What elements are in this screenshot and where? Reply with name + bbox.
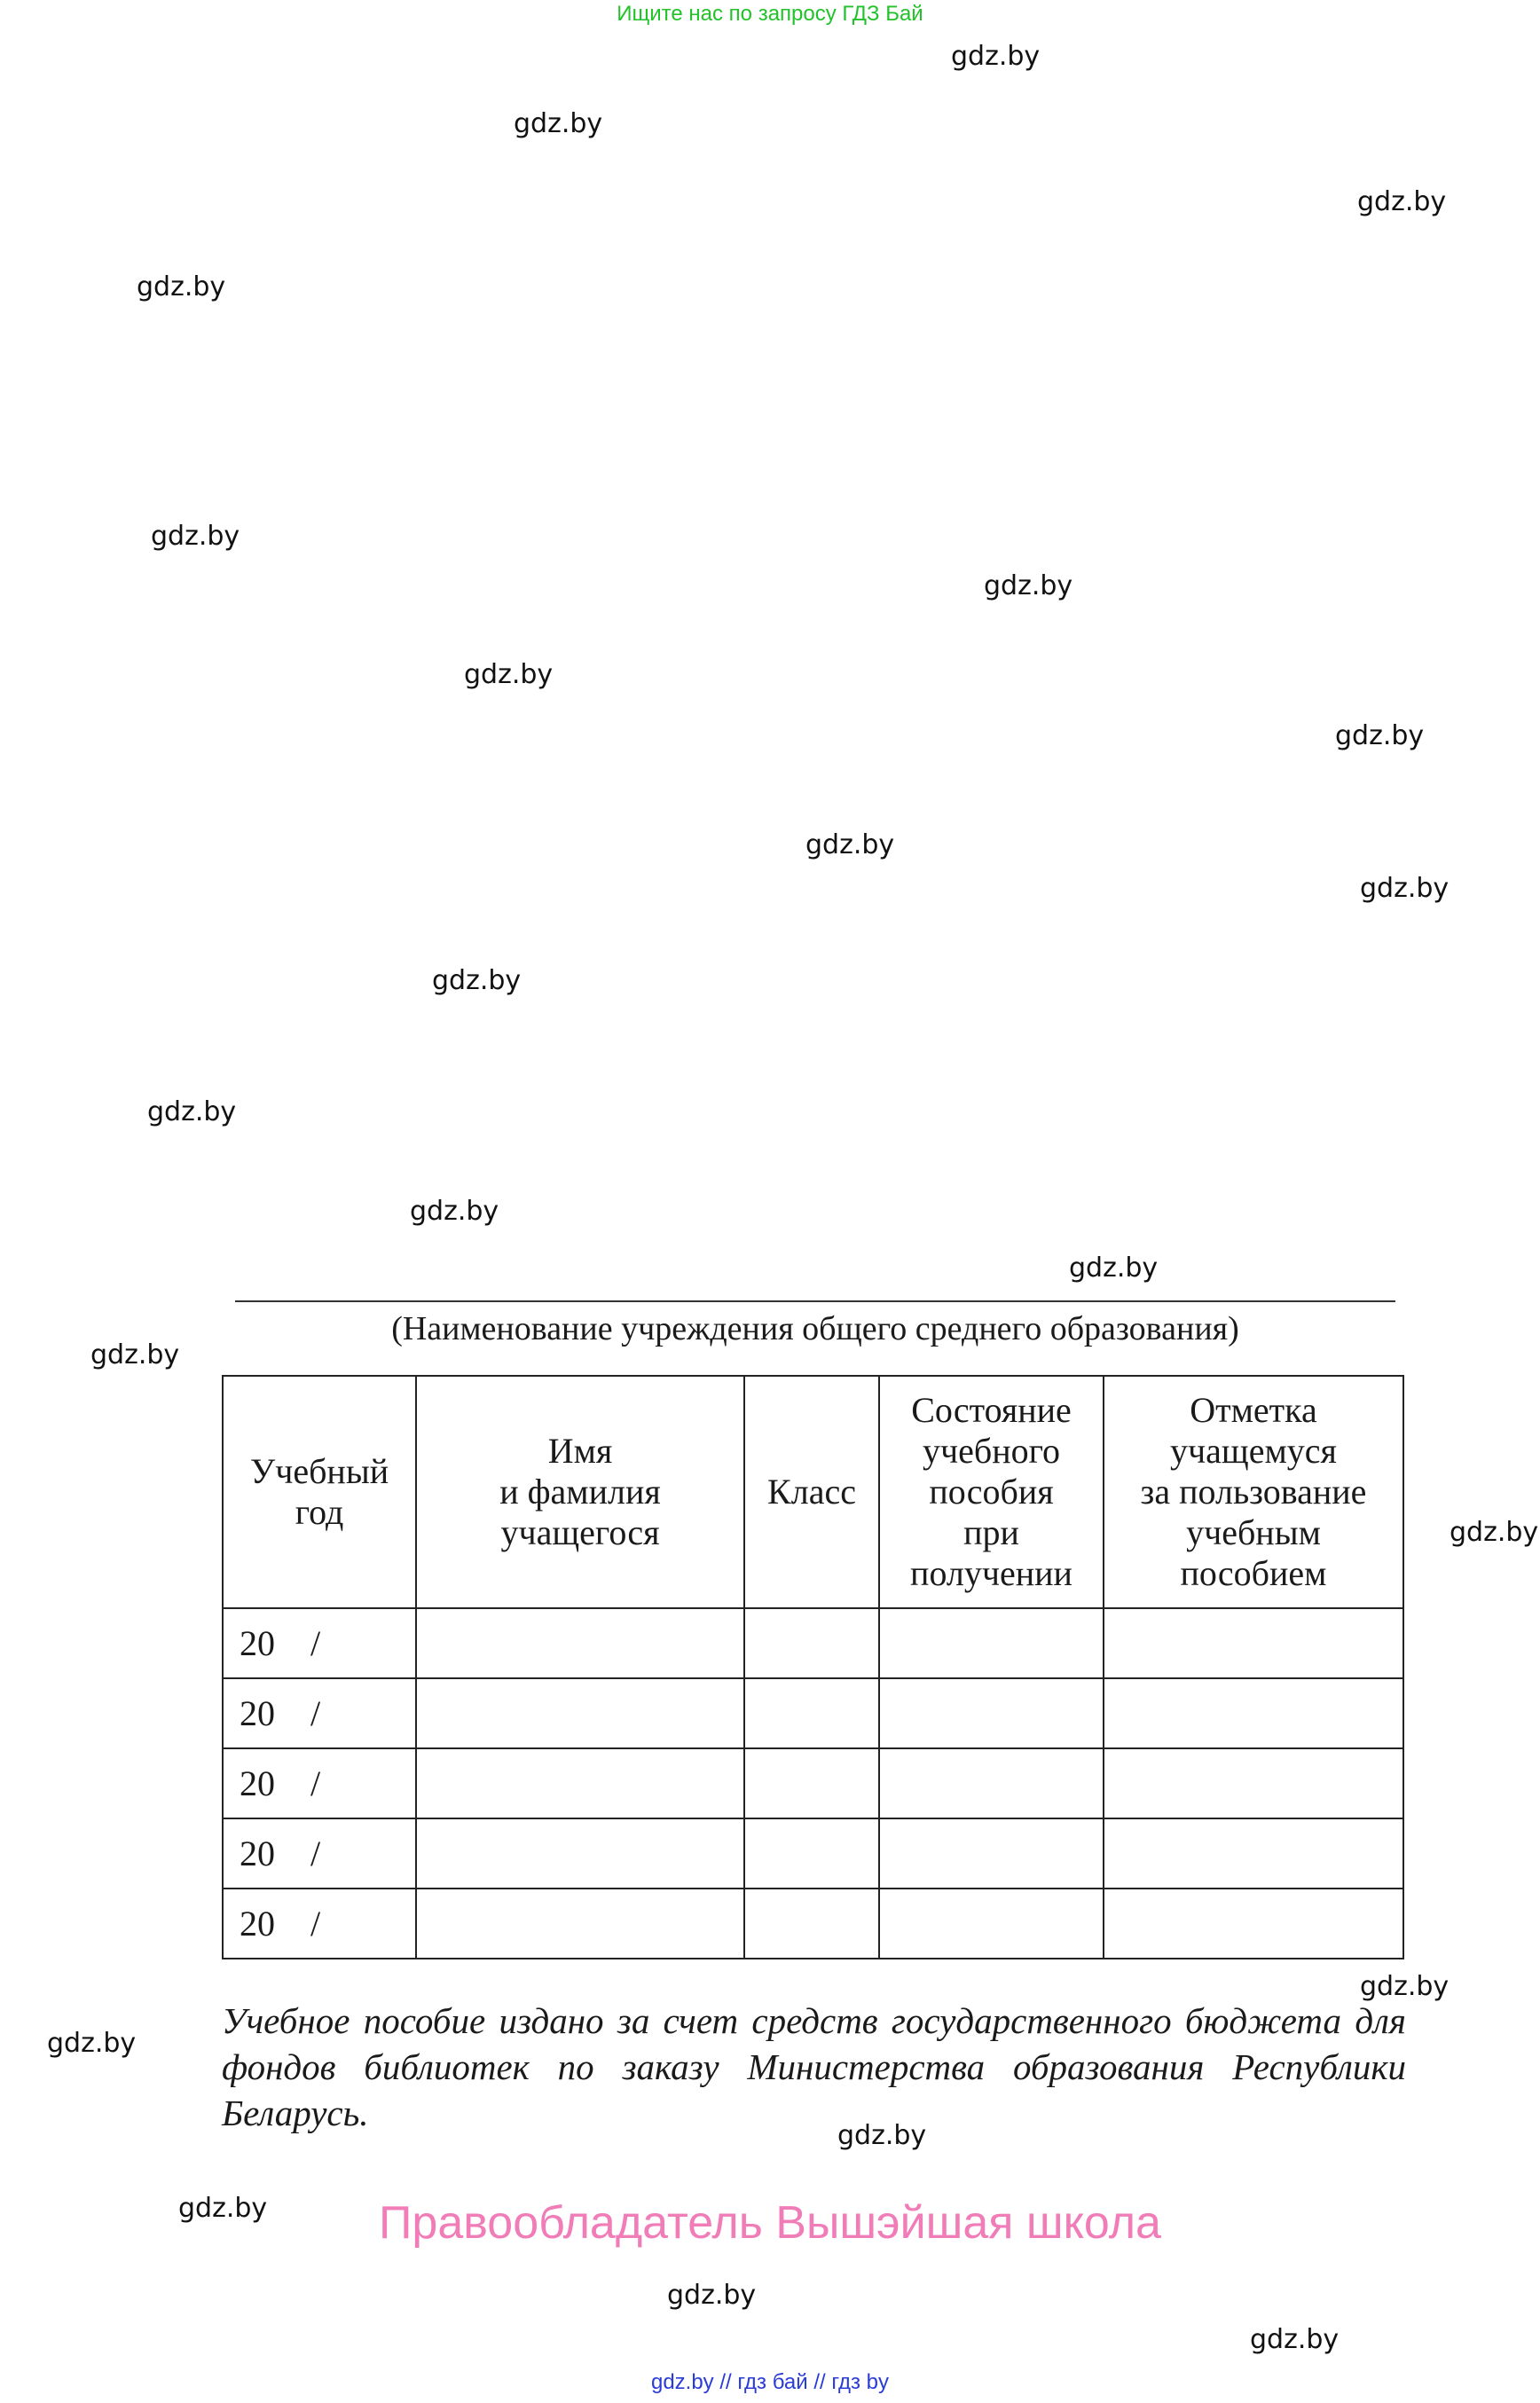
- watermark: gdz.by: [514, 108, 603, 139]
- watermark: gdz.by: [1360, 1971, 1450, 2002]
- table-cell: [416, 1608, 744, 1678]
- watermark: gdz.by: [137, 271, 226, 302]
- watermark: gdz.by: [1069, 1253, 1159, 1284]
- watermark: gdz.by: [147, 1096, 237, 1127]
- watermark: gdz.by: [90, 1339, 180, 1370]
- header-mark: Отметка учащемуся за пользование учебным пособием: [1104, 1376, 1403, 1608]
- watermark: gdz.by: [667, 2280, 757, 2311]
- table-cell: [744, 1608, 879, 1678]
- publication-note: Учебное пособие издано за счет средств государственного бюджета для фондов библиотек по заказу Министерства образования Республики Беларусь.: [222, 2000, 1406, 2133]
- table-cell: [879, 1608, 1104, 1678]
- watermark: gdz.by: [178, 2193, 268, 2224]
- table-row: [223, 1889, 1403, 1959]
- table-cell: [1104, 1608, 1403, 1678]
- year-cell: 20 /: [223, 1678, 416, 1748]
- watermark: gdz.by: [464, 659, 554, 690]
- header-class: Класс: [744, 1376, 879, 1608]
- watermark: gdz.by: [951, 41, 1041, 72]
- header-year: Учебный год: [223, 1376, 416, 1608]
- year-cell: 20 /: [223, 1889, 416, 1959]
- table-cell: [744, 1678, 879, 1748]
- table-cell: [744, 1889, 879, 1959]
- watermark: gdz.by: [1450, 1517, 1539, 1548]
- watermark: gdz.by: [47, 2028, 137, 2059]
- table-cell: [416, 1678, 744, 1748]
- watermark: gdz.by: [151, 521, 240, 552]
- table-cell: [416, 1889, 744, 1959]
- institution-caption: (Наименование учреждения общего среднего образования): [391, 1310, 1239, 1347]
- table-row: [223, 1608, 1403, 1678]
- table-cell: [879, 1889, 1104, 1959]
- table-cell: [879, 1748, 1104, 1818]
- textbook-usage-table: [222, 1375, 1404, 1959]
- watermark: gdz.by: [1335, 720, 1425, 751]
- table-row: [223, 1748, 1403, 1818]
- year-cell: 20 /: [223, 1818, 416, 1889]
- table-cell: [1104, 1889, 1403, 1959]
- watermark: gdz.by: [1250, 2324, 1340, 2355]
- table-cell: [879, 1678, 1104, 1748]
- year-cell: 20 /: [223, 1608, 416, 1678]
- table-cell: [1104, 1678, 1403, 1748]
- watermark: gdz.by: [837, 2120, 927, 2151]
- header-student-name: Имя и фамилия учащегося: [416, 1376, 744, 1608]
- watermark: gdz.by: [432, 965, 522, 996]
- watermark: gdz.by: [410, 1196, 499, 1227]
- year-cell: 20 /: [223, 1748, 416, 1818]
- table-row: [223, 1678, 1403, 1748]
- footer-links[interactable]: gdz.by // гдз бай // гдз by: [650, 2370, 890, 2394]
- watermark: gdz.by: [984, 570, 1073, 601]
- watermark: gdz.by: [1357, 186, 1447, 217]
- institution-fill-line: [235, 1300, 1395, 1302]
- top-banner-link[interactable]: Ищите нас по запросу ГДЗ Бай: [617, 2, 923, 26]
- table-cell: [1104, 1748, 1403, 1818]
- watermark: gdz.by: [805, 829, 895, 860]
- table-cell: [744, 1818, 879, 1889]
- table-header-row: [223, 1376, 1403, 1608]
- copyright-holder: Правообладатель Вышэйшая школа: [379, 2197, 1161, 2249]
- table-cell: [416, 1748, 744, 1818]
- table-cell: [416, 1818, 744, 1889]
- table-cell: [879, 1818, 1104, 1889]
- table-row: [223, 1818, 1403, 1889]
- table-cell: [1104, 1818, 1403, 1889]
- watermark: gdz.by: [1360, 873, 1450, 904]
- table-cell: [744, 1748, 879, 1818]
- header-condition: Состояние учебного пособия при получении: [879, 1376, 1104, 1608]
